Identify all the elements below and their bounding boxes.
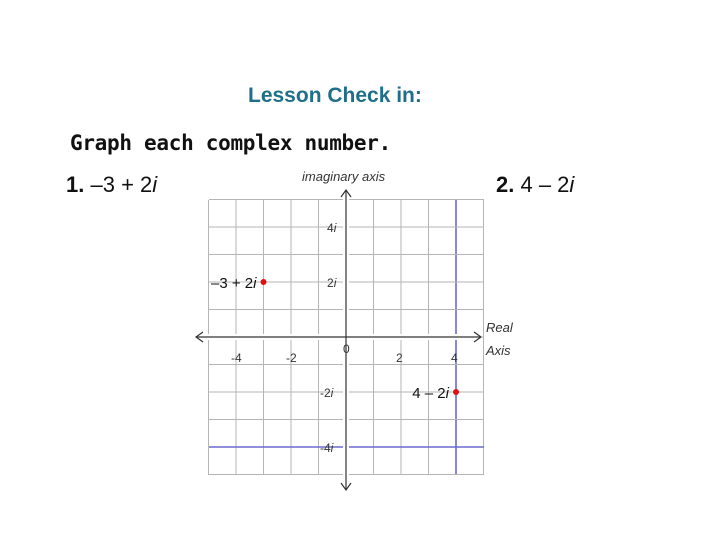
point-1-marker <box>261 279 267 285</box>
real-tick-label: -4 <box>231 351 242 365</box>
imaginary-tick-label: -4i <box>320 441 334 455</box>
problem-1-number: 1. <box>66 172 85 197</box>
problem-2-imaginary-unit: i <box>569 172 575 197</box>
imaginary-axis-label: imaginary axis <box>302 169 386 184</box>
real-tick-label: -2 <box>286 351 297 365</box>
problem-1-imaginary-unit: i <box>152 172 158 197</box>
point-2-label: 4 – 2i <box>412 385 449 402</box>
axis-labels <box>231 169 514 455</box>
lesson-title: Lesson Check in: <box>248 84 422 107</box>
instruction-text: Graph each complex number. <box>70 131 391 155</box>
real-axis-label-line-1: Real <box>486 320 513 335</box>
real-tick-label: 0 <box>343 342 350 356</box>
imaginary-tick-label: 2i <box>327 276 337 290</box>
axes <box>196 188 482 490</box>
imaginary-tick-label: 4i <box>327 221 337 235</box>
problem-1-expression: –3 + 2 <box>90 172 153 197</box>
problem-2-number: 2. <box>496 172 515 197</box>
point-2-marker <box>453 389 459 395</box>
real-axis-label-line-2: Axis <box>486 343 511 358</box>
imaginary-tick-label: -2i <box>320 386 334 400</box>
real-tick-label: 4 <box>451 351 458 365</box>
real-tick-label: 2 <box>396 351 403 365</box>
point-1-label: –3 + 2i <box>211 275 257 292</box>
problem-2-expression: 4 – 2 <box>520 172 570 197</box>
